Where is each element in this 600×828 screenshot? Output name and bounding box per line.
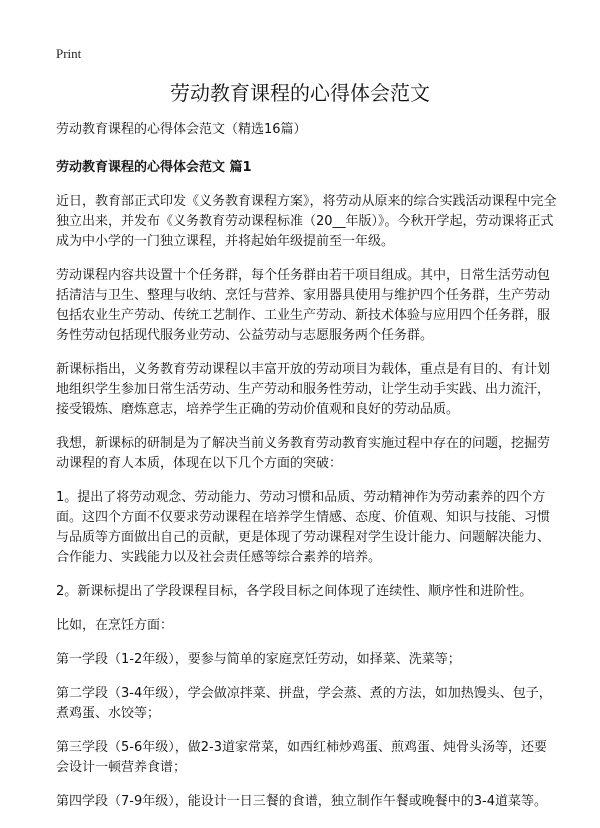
page-title: 劳动教育课程的心得体会范文 (170, 81, 430, 105)
paragraph: 第四学段（7-9年级），能设计一日三餐的食谱，独立制作午餐或晚餐中的3-4道菜等。 (56, 794, 547, 809)
paragraph: 近日，教育部正式印发《义务教育课程方案》，将劳动从原来的综合实践活动课程中完全独立出来，并发布《义务教育劳动课程标准（20__年版）》。今秋开学起，劳动课将正式成为中小学的一门独立课程，并将起始年级提前至一年级。 (56, 194, 557, 249)
paragraph: 我想，新课标的研制是为了解决当前义务教育劳动教育实施过程中存在的问题，挖掘劳动课程的育人本质，体现在以下几个方面的突破： (56, 436, 551, 471)
article-body (56, 120, 558, 826)
paragraph: 第三学段（5-6年级），做2-3道家常菜，如西红柿炒鸡蛋、煎鸡蛋、炖骨头汤等，还要会设计一顿营养食谱； (56, 740, 547, 775)
paragraph: 比如，在烹饪方面： (56, 618, 174, 633)
paragraph: 第一学段（1-2年级），要参与简单的家庭烹饪劳动，如择菜、洗菜等； (56, 652, 461, 667)
section-heading: 劳动教育课程的心得体会范文 篇1 (56, 160, 252, 175)
paragraph: 2。新课标提出了学段课程目标，各学段目标之间体现了连续性、顺序性和进阶性。 (56, 584, 533, 599)
paragraph: 新课标指出，义务教育劳动课程以丰富开放的劳动项目为载体，重点是有目的、有计划地组织学生参加日常生活劳动、生产劳动和服务性劳动，让学生动手实践、出力流汗，接受锻炼、磨炼意志，培养学生正确的劳动价值观和良好的劳动品质。 (56, 362, 551, 417)
paragraph: 1。提出了将劳动观念、劳动能力、劳动习惯和品质、劳动精神作为劳动素养的四个方面。这四个方面不仅要求劳动课程在培养学生情感、态度、价值观、知识与技能、习惯与品质等方面做出自己的贡献，更是体现了劳动课程对学生设计能力、问题解决能力、合作能力、实践能力以及社会责任感等综合素养的培养。 (56, 490, 551, 565)
print-link[interactable]: Print (56, 46, 82, 61)
paragraph: 第二学段（3-4年级），学会做凉拌菜、拼盘，学会蒸、煮的方法，如加热馒头、包子，煮鸡蛋、水饺等； (56, 686, 552, 721)
paragraph: 劳动课程内容共设置十个任务群，每个任务群由若干项目组成。其中，日常生活劳动包括清洁与卫生、整理与收纳、烹饪与营养、家用器具使用与维护四个任务群，生产劳动包括农业生产劳动、传统工艺制作、工业生产劳动、新技术体验与应用四个任务群，服务性劳动包括现代服务业劳动、公益劳动与志愿服务两个任务群。 (56, 268, 551, 343)
document-subtitle: 劳动教育课程的心得体会范文（精选16篇） (56, 122, 307, 137)
